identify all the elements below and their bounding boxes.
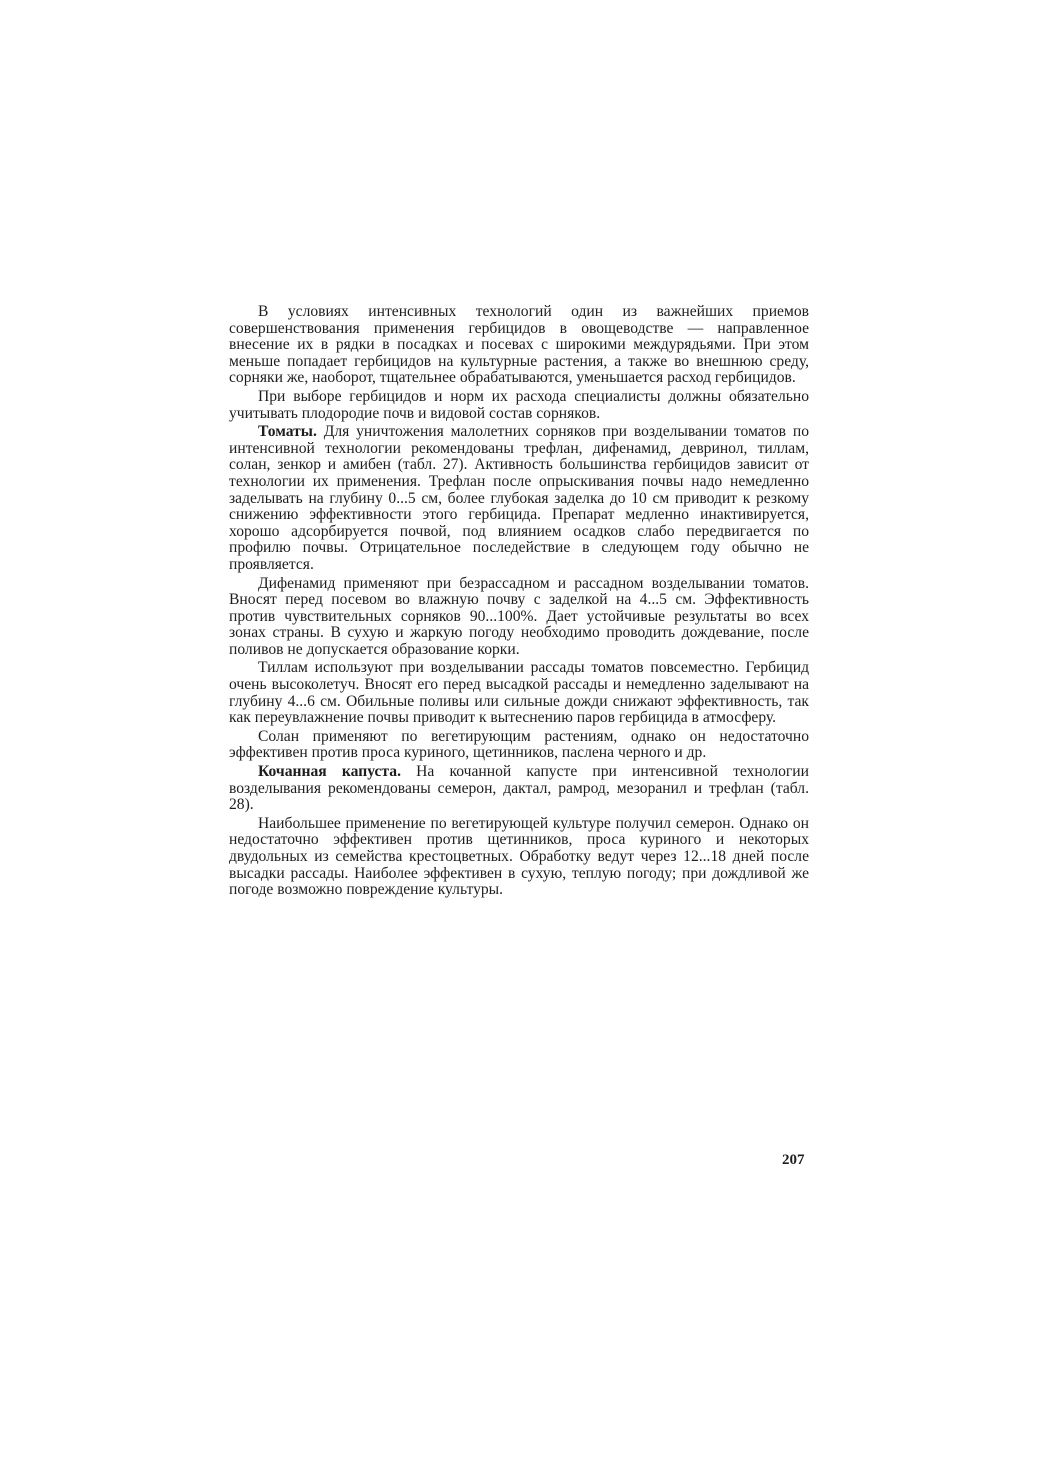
- paragraph-herbicide-choice: [229, 389, 809, 422]
- page-body: [229, 304, 809, 901]
- paragraph-semeron: [229, 816, 809, 899]
- paragraph-text: Для уничтожения малолетних сорняков при возделывании томатов по интенсивной технологии рекомендованы трефлан, дифенамид, девринол, тиллам, солан, зенкор и амибен (табл. 27). Активность большинства гербицидов зависит от технологии их применения. Трефлан после опрыскивания почвы надо немедленно заделывать на глубину 0...5 см, более глубокая заделка до 10 см приводит к резкому снижению эффективности этого гербицида. Препарат медленно инактивируется, хорошо адсорбируется почвой, под влиянием осадков слабо передвигается по профилю почвы. Отрицательное последействие в следующем году обычно не проявляется.: [229, 423, 809, 573]
- page-number: 207: [782, 1152, 805, 1168]
- paragraph-text: При выборе гербицидов и норм их расхода специалисты должны обязательно учитывать плодородие почв и видовой состав сорняков.: [229, 387, 809, 422]
- paragraph-text: В условиях интенсивных технологий один из важнейших приемов совершенствования применения гербицидов в овощеводстве — направленное внесение их в рядки в посадках и посевах с широкими междурядьями. При этом меньше попадает гербицидов на культурные растения, а также во внешнюю среду, сорняки же, наоборот, тщательнее обрабатываются, уменьшается расход гербицидов.: [229, 303, 809, 387]
- paragraph-text: Тиллам используют при возделывании рассады томатов повсеместно. Гербицид очень высоколетуч. Вносят его перед высадкой рассады и немедленно заделывают на глубину 4...6 см. Обильные поливы или сильные дожди снижают эффективность, так как переувлажнение почвы приводит к вытеснению паров гербицида в атмосферу.: [229, 659, 809, 727]
- paragraph-cabbage: [229, 764, 809, 814]
- paragraph-text: Наибольшее применение по вегетирующей культуре получил семерон. Однако он недостаточно эффективен против щетинников, проса куриного и некоторых двудольных из семейства крестоцветных. Обработку ведут через 12...18 дней после высадки рассады. Наиболее эффективен в сухую, теплую погоду; при дождливой же погоде возможно повреждение культуры.: [229, 814, 809, 899]
- paragraph-text: На кочанной капусте при интенсивной технологии возделывания рекомендованы семерон, дактал, рамрод, мезоранил и трефлан (табл. 28).: [229, 763, 809, 814]
- section-heading-tomatoes: Томаты.: [258, 423, 317, 441]
- paragraph-text: Солан применяют по вегетирующим растениям, однако он недостаточно эффективен против проса куриного, щетинников, паслена черного и др.: [229, 727, 809, 762]
- paragraph-text: Дифенамид применяют при безрассадном и рассадном возделывании томатов. Вносят перед посевом во влажную почву с заделкой на 4...5 см. Эффективность против чувствительных сорняков 90...100%. Дает устойчивые результаты во всех зонах страны. В сухую и жаркую погоду необходимо проводить дождевание, после поливов не допускается образование корки.: [229, 574, 809, 658]
- paragraph-solan: [229, 729, 809, 762]
- paragraph-intro: [229, 304, 809, 387]
- paragraph-tillam: [229, 660, 809, 726]
- paragraph-difenamid: [229, 576, 809, 659]
- section-heading-cabbage: Кочанная капуста.: [258, 763, 401, 781]
- paragraph-tomatoes: [229, 424, 809, 573]
